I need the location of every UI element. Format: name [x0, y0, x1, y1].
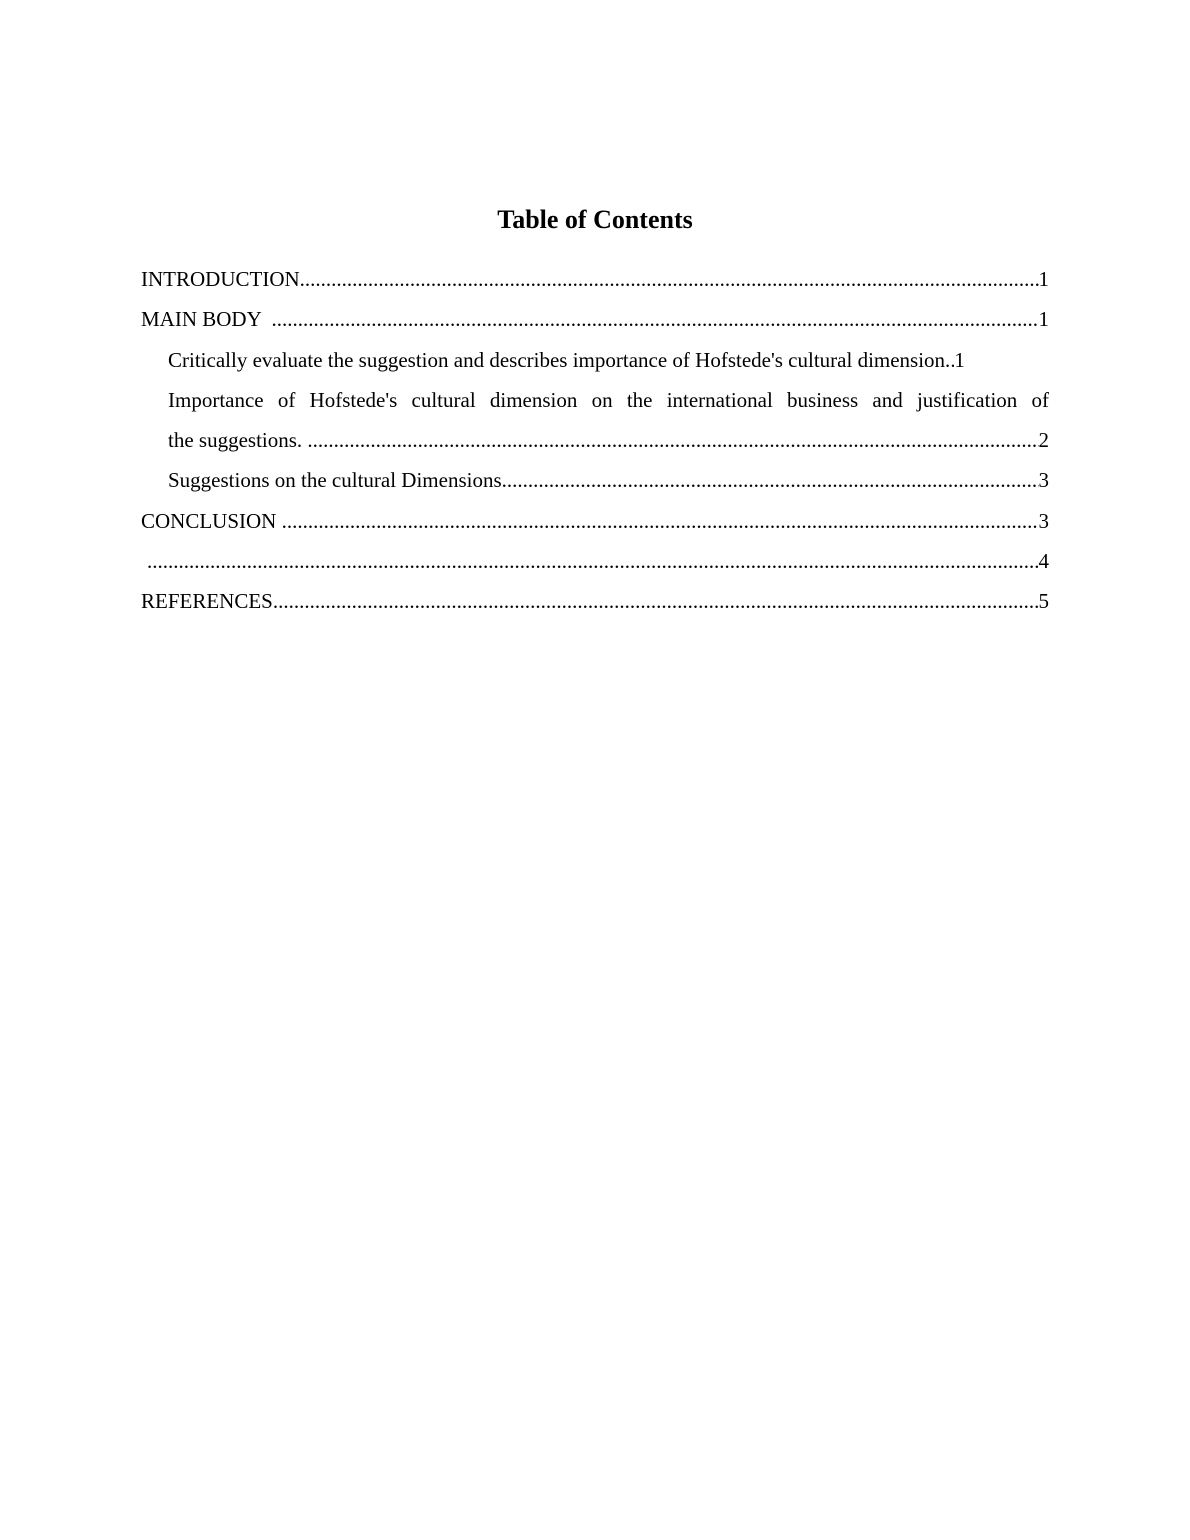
- toc-page-number: 1: [1038, 307, 1049, 332]
- toc-page-number: 4: [1038, 549, 1049, 574]
- toc-page-number: 3: [1038, 508, 1049, 533]
- toc-entry-critically-evaluate[interactable]: [141, 340, 1049, 380]
- toc-entry-conclusion[interactable]: [141, 501, 1049, 541]
- toc-dot-leader: [307, 420, 1038, 460]
- toc-page-number: 1: [954, 347, 965, 372]
- toc-entry-main-body[interactable]: [141, 299, 1049, 339]
- toc-entry-text: INTRODUCTION: [141, 267, 300, 291]
- toc-entry-text: REFERENCES: [141, 589, 273, 614]
- toc-entry-text: Importance of Hofstede's cultural dimension on the international business and justification of: [168, 387, 1049, 412]
- toc-entry-text: CONCLUSION: [141, 508, 282, 533]
- toc-entry-references[interactable]: [141, 581, 1049, 621]
- toc-entry-importance-line1[interactable]: [141, 380, 1049, 420]
- toc-entry-suggestions[interactable]: [141, 460, 1049, 500]
- toc-entry-importance-line2[interactable]: [141, 420, 1049, 460]
- toc-page-number: 1: [1038, 267, 1049, 291]
- toc-title: Table of Contents: [497, 205, 693, 234]
- toc-dot-leader: [147, 541, 1039, 581]
- toc-dot-leader: [271, 299, 1038, 339]
- toc-dot-leader: [282, 501, 1039, 541]
- toc-dot-leader: [273, 581, 1039, 621]
- toc-entry-text: the suggestions.: [168, 428, 308, 453]
- toc-page-number: 2: [1038, 428, 1049, 453]
- toc-page-number: 3: [1038, 468, 1049, 493]
- toc-entry-introduction[interactable]: [141, 259, 1049, 299]
- toc-dot-leader: [300, 259, 1039, 299]
- table-of-contents: [141, 259, 1049, 622]
- toc-entry-untitled[interactable]: [141, 541, 1049, 581]
- toc-entry-text: MAIN BODY: [141, 307, 272, 332]
- toc-page-number: 5: [1038, 589, 1049, 614]
- toc-entry-text: Critically evaluate the suggestion and describes importance of Hofstede's cultural dimension.: [168, 347, 951, 372]
- toc-dot-leader: [502, 460, 1039, 500]
- toc-entry-text: Suggestions on the cultural Dimensions: [168, 468, 502, 493]
